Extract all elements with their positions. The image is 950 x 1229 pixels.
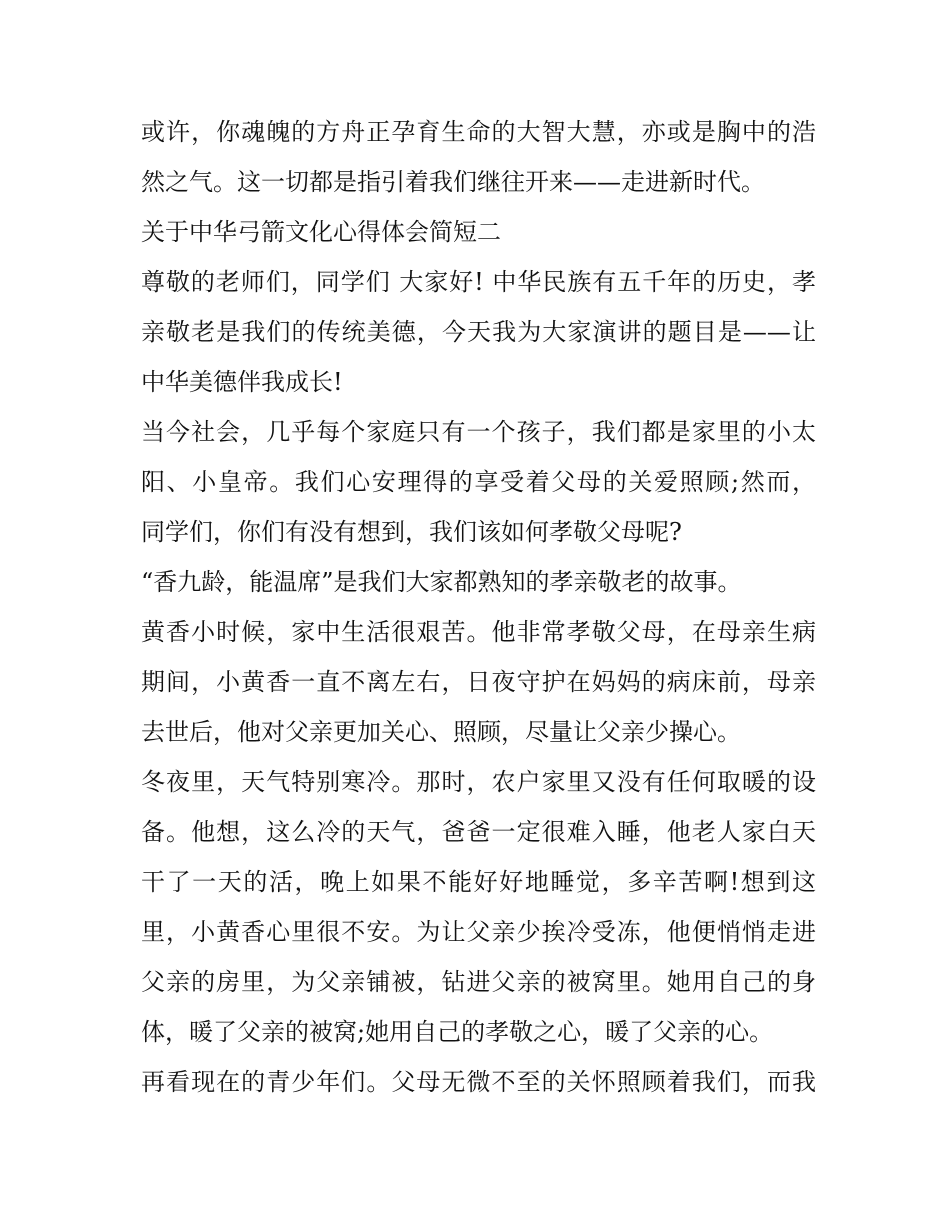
paragraph [141,1057,816,1107]
text-line: 同学们，你们有没有想到，我们该如何孝敬父母呢? [141,518,682,546]
text-line: 冬夜里，天气特别寒冷。那时，农户家里又没有任何取暖的设 [141,768,816,796]
text-line: “香九龄，能温席”是我们大家都熟知的孝亲敬老的故事。 [141,568,742,596]
text-line: 然之气。这一切都是指引着我们继往开来——走进新时代。 [141,168,765,196]
text-line: 里，小黄香心里很不安。为让父亲少挨冷受冻，他便悄悄走进 [141,918,816,946]
text-line: 尊敬的老师们，同学们 大家好! 中华民族有五千年的历史，孝 [141,268,816,296]
paragraph [141,607,816,757]
text-line: 关于中华弓箭文化心得体会简短二 [141,218,501,246]
text-line: 父亲的房里，为父亲铺被，钻进父亲的被窝里。她用自己的身 [141,968,816,996]
text-line: 体，暖了父亲的被窝;她用自己的孝敬之心，暖了父亲的心。 [141,1018,774,1046]
text-line: 阳、小皇帝。我们心安理得的享受着父母的关爱照顾;然而， [141,468,816,496]
text-line: 去世后，他对父亲更加关心、照顾，尽量让父亲少操心。 [141,718,741,746]
text-line: 中华美德伴我成长! [141,368,343,396]
document-body [141,107,816,1107]
paragraph [141,107,816,207]
paragraph [141,557,816,607]
paragraph [141,407,816,557]
section-heading [141,207,816,257]
text-line: 黄香小时候，家中生活很艰苦。他非常孝敬父母，在母亲生病 [141,618,816,646]
text-line: 亲敬老是我们的传统美德，今天我为大家演讲的题目是——让 [141,318,816,346]
text-line: 当今社会，几乎每个家庭只有一个孩子，我们都是家里的小太 [141,418,816,446]
text-line: 备。他想，这么冷的天气，爸爸一定很难入睡，他老人家白天 [141,818,816,846]
text-line: 或许，你魂魄的方舟正孕育生命的大智大慧，亦或是胸中的浩 [141,118,816,146]
paragraph [141,257,816,407]
text-line: 期间，小黄香一直不离左右，日夜守护在妈妈的病床前，母亲 [141,668,816,696]
paragraph [141,757,816,1057]
text-line: 再看现在的青少年们。父母无微不至的关怀照顾着我们，而我 [141,1068,816,1096]
text-line: 干了一天的活，晚上如果不能好好地睡觉，多辛苦啊!想到这 [141,868,816,896]
